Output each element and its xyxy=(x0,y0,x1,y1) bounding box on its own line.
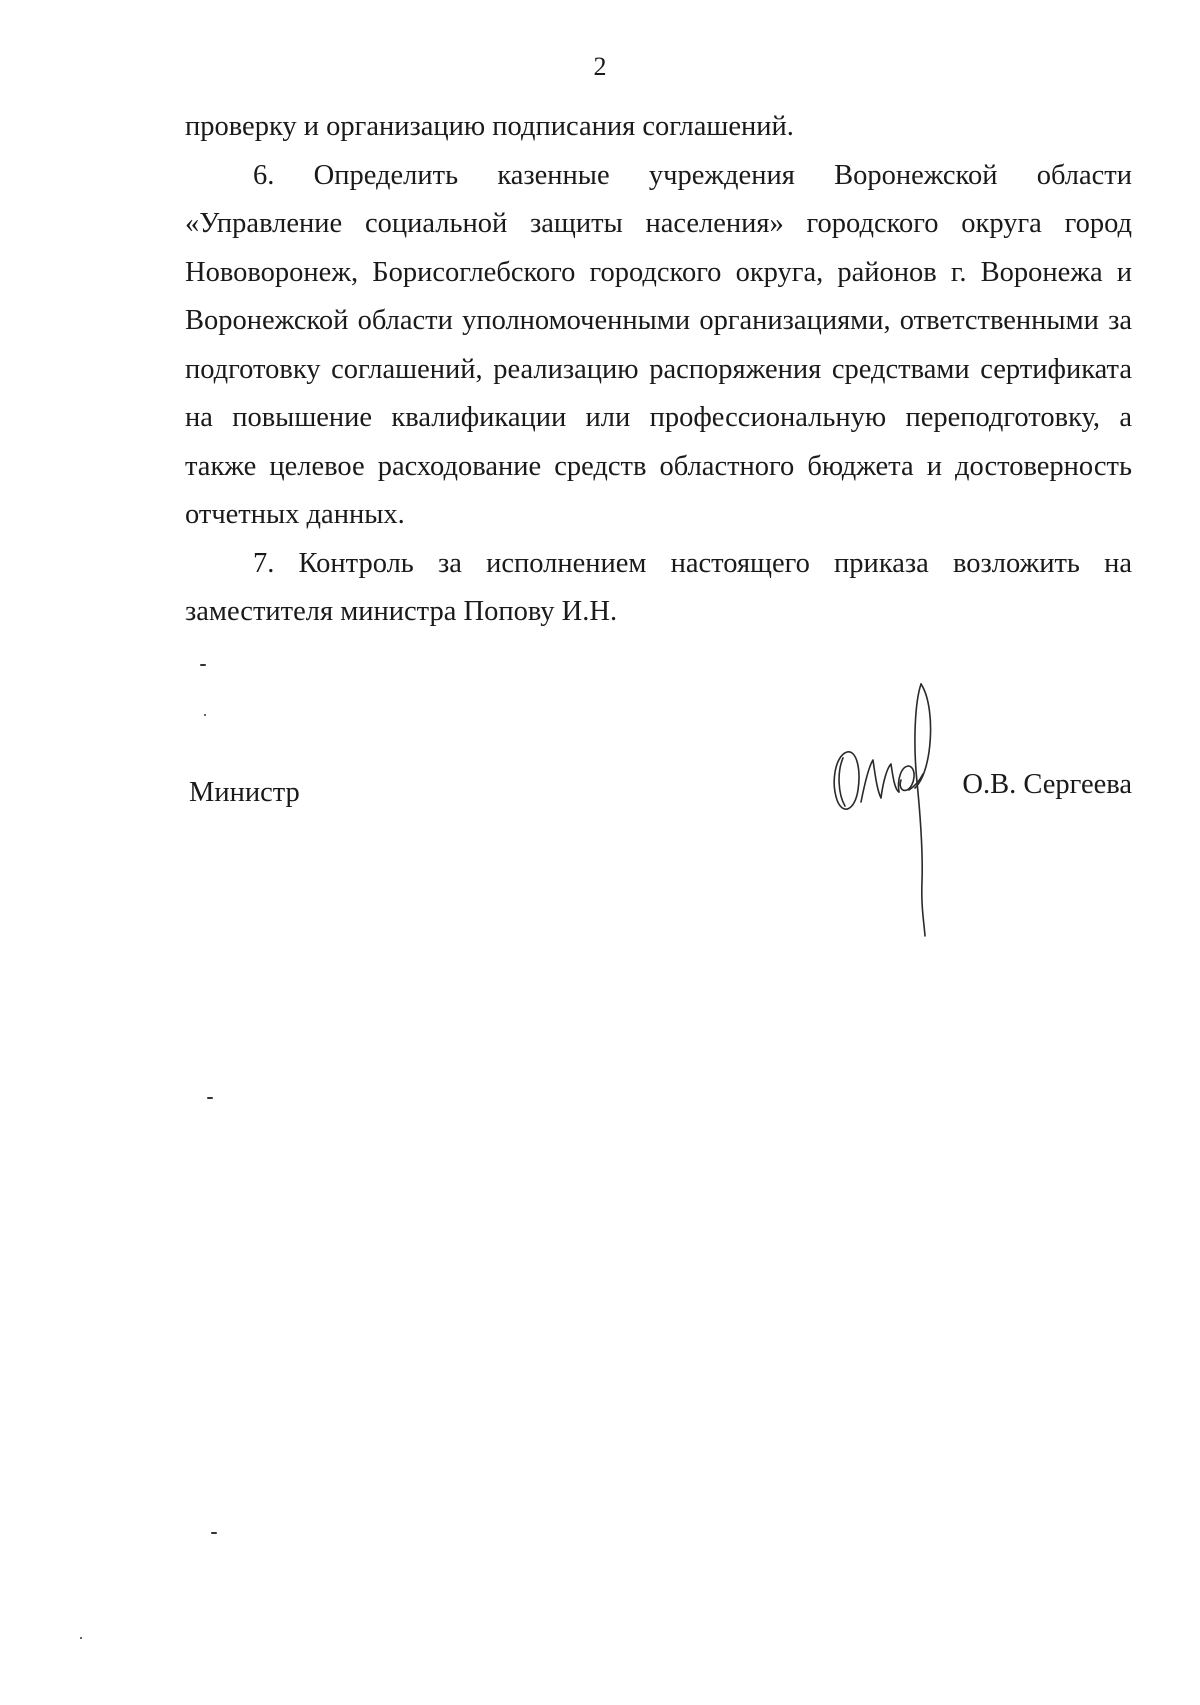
signer-name: О.В. Сергеева xyxy=(962,769,1132,800)
signature-block xyxy=(185,682,1132,942)
scan-speck xyxy=(80,1637,82,1639)
page-number: 2 xyxy=(593,52,607,81)
handwritten-signature xyxy=(825,682,975,937)
paragraph-item-6: 6. Определить казенные учреждения Воронежской области «Управление социальной защиты населения» городского округа город Нововоронеж, Борисоглебского городского округа, районов г. Воронежа и Воронежской области уполномоченными организациями, ответственными за подготовку соглашений, реализацию распоряжения средствами сертификата на повышение квалификации или профессиональную переподготовку, а также целевое расходование средств областного бюджета и достоверность отчетных данных. xyxy=(185,159,1132,530)
scan-speck xyxy=(211,1532,217,1534)
document-body xyxy=(185,103,1132,637)
scan-speck xyxy=(207,1097,213,1099)
paragraph-item-7: 7. Контроль за исполнением настоящего приказа возложить на заместителя министра Попову И.Н. xyxy=(185,547,1132,627)
position-title: Министр xyxy=(189,777,300,808)
paragraph-continuation: проверку и организацию подписания соглашений. xyxy=(185,111,794,142)
scan-speck xyxy=(200,664,206,666)
scan-speck xyxy=(204,714,206,716)
